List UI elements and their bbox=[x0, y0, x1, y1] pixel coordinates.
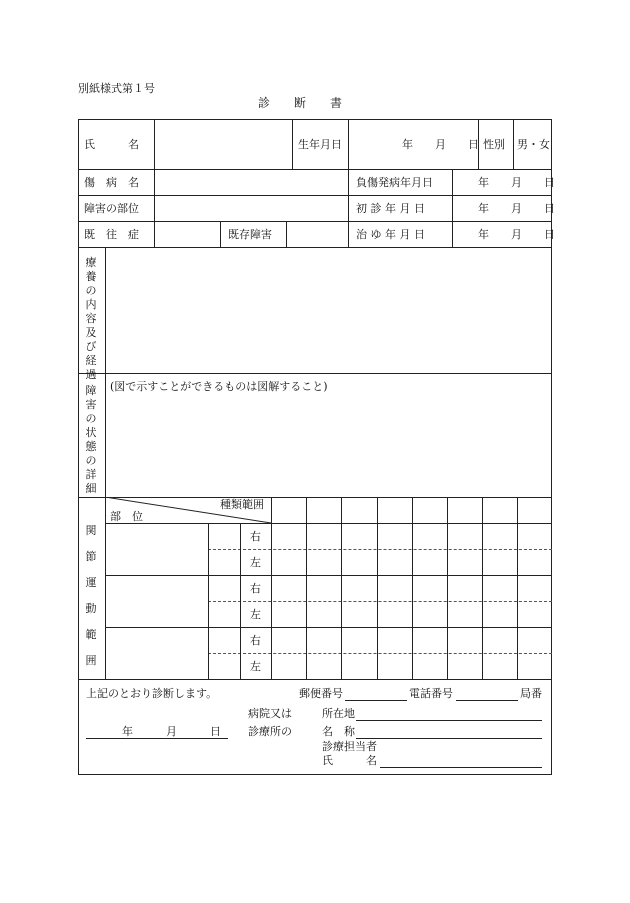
facility-name-field[interactable] bbox=[356, 738, 542, 739]
medical-history-field[interactable] bbox=[156, 223, 218, 245]
address-label: 所在地 bbox=[322, 707, 355, 720]
medical-history-label: 既 往 症 bbox=[84, 228, 139, 241]
rom-header-type: 種類範囲 bbox=[220, 498, 264, 511]
sex-label: 性別 bbox=[483, 138, 505, 151]
doctor-name-field[interactable] bbox=[380, 767, 542, 768]
doctor-label-1: 診療担当者 bbox=[322, 740, 377, 753]
condition-note: (図で示すことができるものは図解すること) bbox=[110, 380, 328, 393]
cure-date-label: 治 ゆ 年 月 日 bbox=[356, 228, 425, 241]
form-number: 別紙様式第１号 bbox=[78, 82, 155, 95]
birth-date-value[interactable]: 年 月 日 bbox=[402, 138, 479, 151]
postal-code-label: 郵便番号 bbox=[299, 687, 343, 700]
document-title: 診 断 書 bbox=[258, 96, 343, 110]
address-field[interactable] bbox=[356, 720, 542, 721]
bureau-label: 局番 bbox=[520, 687, 542, 700]
hospital-label-1: 病院又は bbox=[248, 707, 292, 720]
rom-right-3: 右 bbox=[250, 634, 261, 647]
disability-site-label: 障害の部位 bbox=[84, 202, 139, 215]
injury-name-label: 傷 病 名 bbox=[84, 176, 139, 189]
facility-name-label: 名 称 bbox=[322, 725, 355, 738]
treatment-field[interactable] bbox=[107, 249, 550, 371]
injury-date-value[interactable]: 年 月 日 bbox=[478, 176, 555, 189]
injury-date-label: 負傷発病年月日 bbox=[356, 176, 433, 189]
disability-site-field[interactable] bbox=[156, 197, 346, 219]
rom-left-1: 左 bbox=[250, 556, 261, 569]
birth-date-label: 生年月日 bbox=[298, 138, 342, 151]
rom-left-3: 左 bbox=[250, 660, 261, 673]
condition-label: 障害の状態の詳細 bbox=[85, 384, 97, 495]
name-label: 氏 名 bbox=[84, 138, 139, 151]
phone-field[interactable] bbox=[456, 700, 518, 701]
first-visit-label: 初 診 年 月 日 bbox=[356, 202, 425, 215]
condition-field[interactable] bbox=[107, 396, 550, 495]
rom-left-2: 左 bbox=[250, 608, 261, 621]
postal-code-field[interactable] bbox=[345, 700, 407, 701]
existing-disability-field[interactable] bbox=[288, 223, 346, 245]
diagnosis-statement: 上記のとおり診断します。 bbox=[86, 687, 218, 700]
name-field[interactable] bbox=[156, 121, 290, 167]
existing-disability-label: 既存障害 bbox=[228, 228, 272, 241]
injury-name-field[interactable] bbox=[156, 171, 346, 193]
doctor-label-2: 氏 名 bbox=[322, 754, 377, 767]
treatment-label: 療養の内容及び経過 bbox=[85, 256, 97, 381]
sex-value[interactable]: 男・女 bbox=[517, 138, 550, 151]
rom-header-part: 部 位 bbox=[110, 510, 143, 523]
rom-right-1: 右 bbox=[250, 530, 261, 543]
diagnosis-date: 年 月 日 bbox=[122, 725, 221, 738]
cure-date-value[interactable]: 年 月 日 bbox=[478, 228, 555, 241]
first-visit-value[interactable]: 年 月 日 bbox=[478, 202, 555, 215]
hospital-label-2: 診療所の bbox=[248, 725, 292, 738]
phone-label: 電話番号 bbox=[409, 687, 453, 700]
rom-right-2: 右 bbox=[250, 582, 261, 595]
rom-label: 関節運動範囲 bbox=[85, 524, 97, 667]
